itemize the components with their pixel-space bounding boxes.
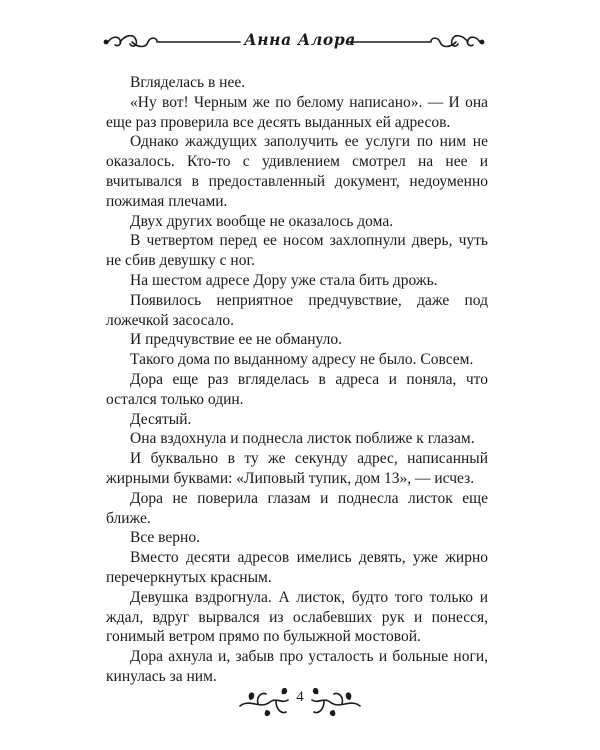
book-author-title: Анна Алора <box>244 30 356 49</box>
paragraph: И буквально в ту же секунду адрес, написанный жирными буквами: «Липовый тупик, дом 13», — исчез. <box>106 450 488 487</box>
paragraph: Однако жаждущих заполучить ее услуги по ним не оказалось. Кто-то с удивлением смотрел на нее и вчитывался в предоставленный документ, недоуменно пожимая плечами. <box>106 133 488 210</box>
page-footer <box>0 678 600 726</box>
paragraph: Дора еще раз вгляделась в адреса и поняла, что остался только один. <box>106 370 488 408</box>
paragraph: На шестом адресе Дору уже стала бить дрожь. <box>130 271 438 289</box>
paragraph: Двух других вообще не оказалось дома. <box>130 212 394 230</box>
paragraph: «Ну вот! Черным же по белому написано». — И она еще раз проверила все десять выданных ей адресов. <box>106 93 488 131</box>
paragraph: Появилось неприятное предчувствие, даже под ложечкой засосало. <box>106 291 488 329</box>
paragraph: Она вздохнула и поднесла листок поближе к глазам. <box>130 430 475 448</box>
flourish-ornament-right-icon <box>346 30 486 54</box>
paragraph: В четвертом перед ее носом захлопнули дверь, чуть не сбив девушку с ног. <box>106 232 488 270</box>
paragraph: Девушка вздрогнула. А листок, будто того только и ждал, вдруг вырвался из ослабевших рук и понесся, гонимый ветром прямо по булыжной мостовой. <box>106 588 488 646</box>
page-body-text <box>106 73 488 687</box>
paragraph: И предчувствие ее не обмануло. <box>130 331 342 349</box>
paragraph: Все верно. <box>130 529 200 547</box>
paragraph: Такого дома по выданному адресу не было. Совсем. <box>130 351 474 369</box>
paragraph: Вместо десяти адресов имелись девять, уже жирно перечеркнутых красным. <box>106 549 488 586</box>
paragraph: Вгляделась в нее. <box>130 74 246 91</box>
paragraph: Десятый. <box>130 410 192 428</box>
paragraph: Дора ахнула и, забыв про усталость и больные ноги, кинулась за ним. <box>106 648 488 685</box>
paragraph: Дора не поверила глазам и поднесла листок еще ближе. <box>106 489 488 527</box>
running-header <box>0 28 600 56</box>
page-number: 4 <box>296 689 304 705</box>
